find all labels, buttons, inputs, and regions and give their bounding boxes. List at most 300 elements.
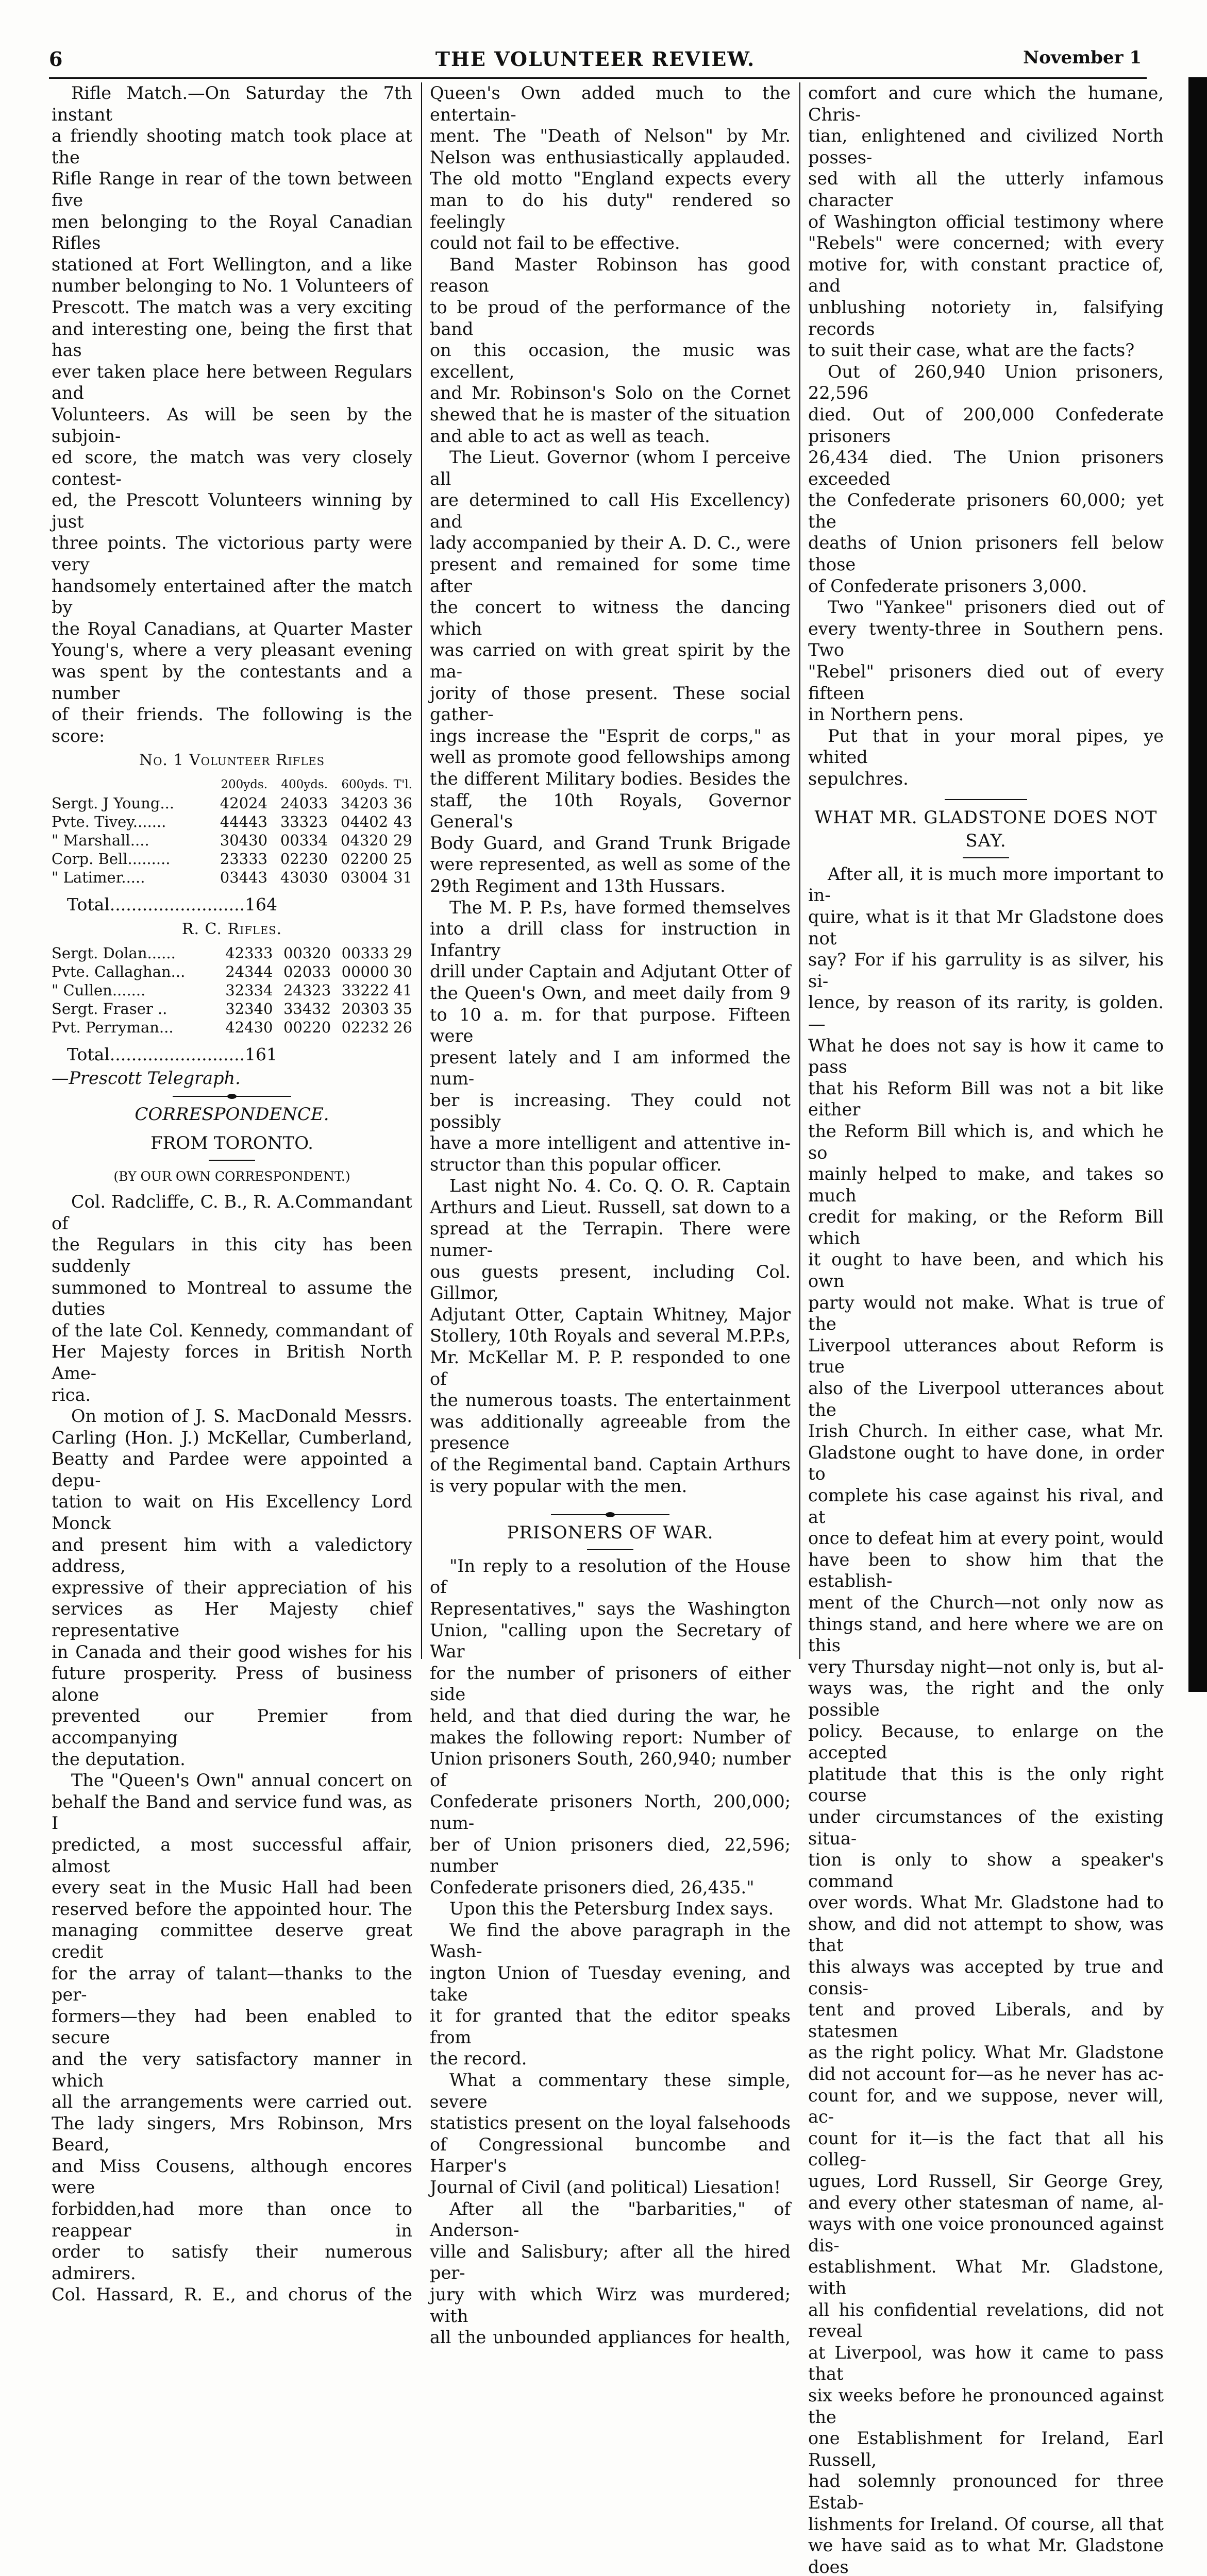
text-line: of Washington official testimony where [808,211,1164,232]
score-cell: 24323 [283,981,331,999]
text-line: On motion of J. S. MacDonald Messrs. [71,1406,412,1427]
text-line: the concert to witness the dancing which [430,597,791,639]
text-line: statistics present on the loyal falsehoods [430,2113,791,2133]
text-line: and able to act as well as teach. [430,426,710,446]
text-line: drill under Captain and Adjutant Otter of [430,961,791,982]
text-line: Union prisoners South, 260,940; number of [430,1749,791,1790]
text-line: tion is only to show a speaker's command [808,1850,1164,1891]
text-line: lady accompanied by their A. D. C., were [430,533,791,553]
text-line: prevented our Premier from accompanying [52,1706,412,1748]
text-line: Liverpool utterances about Reform is true [808,1335,1164,1377]
article-paragraph [52,1405,412,1770]
text-line: things stand, and here where we are on this [808,1614,1164,1656]
name-cell: Pvte. Tivey....... [52,813,166,831]
name-cell: " Cullen....... [52,981,146,999]
name-cell: Corp. Bell......... [52,850,171,868]
score-cell: 42333 [225,944,273,962]
score-cell: 02033 [283,963,331,981]
table-row [52,831,412,850]
name-cell: Sergt. Dolan...... [52,944,176,962]
score-cell: 42430 [225,1019,273,1037]
text-line: Col. Hassard, R. E., and chorus of the [52,2284,412,2305]
text-line: Beatty and Pardee were appointed a depu- [52,1449,412,1490]
score-cell: 34203 [340,794,389,812]
text-line: ways was, the right and the only possible [808,1678,1164,1720]
score-cell: 23333 [220,850,268,868]
text-line: it ought to have been, and which his own [808,1249,1164,1292]
header-cell [52,775,207,794]
header-cell: T'l. [393,778,412,791]
text-line: managing committee deserve great credit [52,1920,412,1962]
text-line: ed score, the match was very closely contest- [52,447,412,489]
section-divider [173,1096,291,1097]
score-cell: 32340 [225,1000,273,1018]
table-header-row [52,775,412,794]
name-cell: " Latimer..... [52,869,145,886]
text-line: mainly helped to make, and takes so much [808,1164,1164,1206]
text-line: ugues, Lord Russell, Sir George Grey, [808,2171,1164,2191]
text-line: Volunteers. As will be seen by the subjoin- [52,404,412,446]
score-cell: 33432 [283,1000,331,1018]
article-paragraph [430,254,791,447]
text-line: and the very satisfactory manner in which [52,2048,412,2091]
section-divider [551,1514,669,1515]
page-header [49,47,1142,73]
text-line: What a commentary these simple, severe [430,2070,791,2112]
rifle-match-article [52,82,412,747]
text-line: also of the Liverpool utterances about the [808,1378,1164,1420]
text-line: Adjutant Otter, Captain Whitney, Major [430,1304,791,1325]
text-line: Last night No. 4. Co. Q. O. R. Captain [449,1176,791,1196]
text-line: number belonging to No. 1 Volunteers of [52,276,412,296]
scan-edge-shadow [1188,77,1207,1692]
text-line: Band Master Robinson has good reason [430,254,791,296]
text-line: services as Her Majesty chief representative [52,1599,412,1641]
score-cell: 03443 [220,869,268,886]
text-line: the Reform Bill which is, and which he so [808,1121,1164,1163]
text-line: was additionally agreeable from the presence [430,1411,791,1453]
text-line: The M. P. P.s, have formed themselves [449,897,791,918]
table-row [52,850,412,868]
text-line: have been to show him that the establish- [808,1549,1164,1591]
heading-rule [209,1160,255,1161]
section-divider [945,799,1027,800]
score-cell: 02200 [340,850,389,868]
header-cell: 600yds. [341,778,389,791]
heading-rule [587,1549,633,1550]
text-line: held, and that died during the war, he [430,1705,791,1726]
score-cell: 29 [393,832,412,849]
score-cell: 03004 [340,869,389,886]
text-line: formers—they had been enabled to secure [52,2006,412,2048]
text-line: of their friends. The following is the score: [52,704,412,746]
text-line: The "Queen's Own" annual concert on [71,1770,412,1791]
score-cell: 30 [393,963,412,981]
name-cell: Pvte. Callaghan... [52,963,186,981]
text-line: reserved before the appointed hour. The [52,1899,412,1919]
text-line: Rifle Match.—On Saturday the 7th instant [52,83,412,125]
text-line: After all the "barbarities," of Anderson- [430,2198,791,2241]
column-rule [799,82,800,1659]
article-heading: WHAT MR. GLADSTONE DOES NOT [814,807,1158,828]
score-cell: 32334 [225,981,273,999]
text-line: Queen's Own added much to the entertain- [430,83,791,125]
table-row [52,868,412,887]
page-number: 6 [49,47,63,71]
column-2 [430,82,791,2348]
text-line: ington Union of Tuesday evening, and take [430,1963,791,2005]
text-line: "In reply to a resolution of the House of [430,1555,791,1598]
text-line: every seat in the Music Hall had been [52,1877,412,1898]
article-paragraph [430,1555,791,1899]
text-line: comfort and cure which the humane, Chris- [808,83,1164,125]
table-title: R. C. Rifles. [181,920,282,938]
score-cell: 04402 [340,813,389,831]
article-paragraph [808,725,1164,790]
column-1 [52,82,412,2305]
text-line: quire, what is it that Mr Gladstone does not [808,906,1164,948]
text-line: motive for, with constant practice of, and [808,254,1164,296]
text-line: present and remained for some time after [430,554,791,596]
score-cell: 00000 [341,963,389,981]
score-cell: 04320 [340,832,389,849]
text-line: spread at the Terrapin. There were numer- [430,1218,791,1261]
score-cell: 00334 [280,832,328,849]
article-heading: FROM TORONTO. [150,1132,313,1154]
text-line: we have said as to what Mr. Gladstone does [808,2535,1164,2576]
text-line: under circumstances of the existing situa- [808,1806,1164,1849]
text-line: "Rebel" prisoners died out of every fifteen [808,662,1164,703]
text-line: and Miss Cousens, although encores were [52,2156,412,2198]
text-line: predicted, a most successful affair, almost [52,1834,412,1876]
header-rule [49,77,1147,79]
text-line: in Northern pens. [808,704,964,725]
text-line: did not account for—as he never has ac- [808,2064,1164,2084]
text-line: 26,434 died. The Union prisoners exceeded [808,447,1164,489]
text-line: over words. What Mr. Gladstone had to [808,1892,1164,1913]
table-row [52,962,412,981]
text-line: one Establishment for Ireland, Earl Russell, [808,2428,1164,2470]
table-row [52,1018,412,1037]
text-line: Journal of Civil (and political) Liesation! [430,2177,781,2197]
text-line: ber of Union prisoners died, 22,596; number [430,1834,791,1876]
score-cell: 44443 [220,813,268,831]
text-line: and Mr. Robinson's Solo on the Cornet [430,383,791,403]
text-line: Body Guard, and Grand Trunk Brigade [430,833,791,853]
column-3 [808,82,1164,2576]
text-line: ings increase the "Esprit de corps," as [430,725,791,746]
running-title: THE VOLUNTEER REVIEW. [435,47,756,71]
section-heading: CORRESPONDENCE. [135,1104,329,1125]
article-paragraph [808,597,1164,725]
text-line: complete his case against his rival, and at [808,1485,1164,1527]
text-line: in Canada and their good wishes for his [52,1641,412,1662]
text-line: staff, the 10th Royals, Governor General's [430,790,791,832]
text-line: Arthurs and Lieut. Russell, sat down to a [430,1197,791,1217]
text-line: Young's, where a very pleasant evening [52,640,412,660]
source-credit: —Prescott Telegraph. [52,1067,241,1088]
table-row [52,812,412,831]
text-line: the numerous toasts. The entertainment [430,1390,791,1411]
table-row [52,999,412,1018]
text-line: for the number of prisoners of either side [430,1663,791,1705]
score-cell: 24344 [225,963,273,981]
text-line: on this occasion, the music was excellent, [430,340,791,382]
text-line: and present him with a valedictory address, [52,1534,412,1577]
article-paragraph [52,82,412,747]
text-line: After all, it is much more important to in- [808,863,1164,906]
score-table [52,944,412,1037]
text-line: the Royal Canadians, at Quarter Master [52,618,412,639]
text-line: ever taken place here between Regulars and [52,361,412,403]
text-line: Out of 260,940 Union prisoners, 22,596 [808,361,1164,403]
score-cell: 00320 [283,944,331,962]
article-paragraph [430,897,791,1176]
score-cell: 30430 [220,832,268,849]
text-line: of Congressional buncombe and Harper's [430,2134,791,2176]
text-line: shewed that he is master of the situation [430,404,791,425]
header-cell: 400yds. [281,778,328,791]
text-line: tent and proved Liberals, and by statesmen [808,1999,1164,2041]
score-cell: 25 [393,850,412,868]
table-total: Total.........................161 [67,1044,278,1065]
text-line: Confederate prisoners died, 26,435." [430,1877,755,1897]
text-line: ous guests present, including Col. Gillmor, [430,1261,791,1303]
score-cell: 41 [393,981,412,999]
text-line: tian, enlightened and civilized North posses- [808,126,1164,167]
text-line: forbidden,had more than once to reappear in [52,2199,412,2241]
text-line: expressive of their appreciation of his [52,1577,412,1598]
text-line: Nelson was enthusiastically applauded. [430,147,791,167]
score-cell: 43 [393,813,412,831]
text-line: Confederate prisoners North, 200,000; num- [430,1791,791,1833]
text-line: future prosperity. Press of business alone [52,1663,412,1705]
article-paragraph [430,1898,791,1920]
name-cell: Sergt. Fraser .. [52,1000,167,1018]
text-line: count for it—is the fact that all his colleg- [808,2128,1164,2170]
article-heading-line-2: SAY. [965,831,1007,852]
text-line: to be proud of the performance of the band [430,297,791,339]
score-cell: 20303 [341,1000,389,1018]
text-line: platitude that this is the only right course [808,1764,1164,1806]
article-paragraph [430,2198,791,2348]
header-cell: 200yds. [221,778,268,791]
article-paragraph [52,1770,412,2306]
text-line: Her Majesty forces in British North Ame- [52,1342,412,1383]
text-line: stationed at Fort Wellington, and a like [52,254,412,275]
article-paragraph [808,863,1164,2576]
text-line: credit for making, or the Reform Bill which [808,1207,1164,1248]
article-paragraph [430,2070,791,2198]
score-cell: 02230 [280,850,328,868]
text-line: men belonging to the Royal Canadian Rifles [52,211,412,253]
text-line: Gladstone ought to have done, in order to [808,1442,1164,1484]
table-row [52,944,412,962]
text-line: the Queen's Own, and meet daily from 9 [430,982,791,1003]
text-line: ment of the Church—not only now as [808,1592,1164,1613]
text-line: deaths of Union prisoners fell below those [808,533,1164,575]
text-line: policy. Because, to enlarge on the accepted [808,1721,1164,1763]
text-line: three points. The victorious party were very [52,533,412,575]
text-line: as the right policy. What Mr. Gladstone [808,2042,1164,2063]
text-line: of Confederate prisoners 3,000. [808,575,1087,596]
article-paragraph [808,82,1164,361]
text-line: to suit their case, what are the facts? [808,340,1135,361]
text-line: jury with which Wirz was murdered; with [430,2284,791,2326]
text-line: all the arrangements were carried out. [52,2092,412,2112]
article-heading: PRISONERS OF WAR. [507,1522,714,1544]
text-line: that his Reform Bill was not a bit like either [808,1078,1164,1120]
text-line: rica. [52,1384,91,1405]
score-cell: 36 [393,794,412,812]
text-line: Upon this the Petersburg Index says. [449,1899,774,1919]
text-line: The lady singers, Mrs Robinson, Mrs Beard, [52,2113,412,2155]
text-line: Carling (Hon. J.) McKellar, Cumberland, [52,1427,412,1448]
text-line: Rifle Range in rear of the town between five [52,168,412,210]
table-total: Total.........................164 [67,894,278,914]
text-line: Col. Radcliffe, C. B., R. A.Commandant of [52,1192,412,1233]
text-line: once to defeat him at every point, would [808,1528,1164,1549]
name-cell: Sergt. J Young... [52,794,175,812]
text-line: all his confidential revelations, did not reveal [808,2299,1164,2342]
score-cell: 31 [393,869,412,886]
column-rule [421,82,422,1659]
text-line: had solemnly pronounced for three Estab- [808,2471,1164,2513]
text-line: were represented, as well as some of the [430,854,791,875]
text-line: it for granted that the editor speaks from [430,2006,791,2047]
heading-rule [963,857,1009,858]
text-line: unblushing notoriety in, falsifying records [808,297,1164,339]
article-paragraph [808,361,1164,597]
article-paragraph [430,82,791,254]
text-line: lishments for Ireland. Of course, all that [808,2514,1164,2534]
name-cell: Pvt. Perryman... [52,1019,174,1037]
text-line: of the Regimental band. Captain Arthurs [430,1454,791,1475]
dateline: November 1 [1023,47,1142,68]
text-line: Mr. McKellar M. P. P. responded to one of [430,1347,791,1389]
score-table [52,775,412,887]
text-line: makes the following report: Number of [430,1727,791,1748]
text-line: sepulchres. [808,769,909,789]
text-line: behalf the Band and service fund was, as I [52,1791,412,1834]
article-paragraph [430,447,791,896]
table-row [52,794,412,812]
text-line: order to satisfy their numerous admirers. [52,2242,412,2283]
text-line: Irish Church. In either case, what Mr. [808,1421,1164,1442]
score-cell: 00333 [341,944,389,962]
text-line: this always was accepted by true and consis- [808,1957,1164,1998]
text-line: is very popular with the men. [430,1476,688,1496]
text-line: We find the above paragraph in the Wash- [430,1920,791,1962]
text-line: died. Out of 200,000 Confederate prisoners [808,404,1164,446]
text-line: Representatives," says the Washington [430,1598,791,1619]
text-line: say? For if his garrulity is as silver, his si- [808,950,1164,991]
text-line: What he does not say is how it came to pass [808,1035,1164,1077]
name-cell: " Marshall.... [52,832,149,849]
text-line: party would not make. What is true of the [808,1292,1164,1334]
text-line: into a drill class for instruction in Infantry [430,919,791,960]
text-line: ment. The "Death of Nelson" by Mr. [430,126,791,146]
text-line: Stollery, 10th Royals and several M.P.P.s, [430,1326,791,1346]
score-cell: 02232 [341,1019,389,1037]
text-line: could not fail to be effective. [430,233,680,253]
text-line: Union, "calling upon the Secretary of War [430,1620,791,1662]
text-line: the deputation. [52,1749,186,1769]
score-cell: 42024 [220,794,268,812]
text-line: have a more intelligent and attentive in- [430,1133,791,1154]
text-line: and interesting one, being the first that has [52,318,412,361]
text-line: Prescott. The match was a very exciting [52,297,412,317]
text-line: handsomely entertained after the match by [52,575,412,618]
text-line: the Regulars in this city has been suddenly [52,1234,412,1276]
text-line: establishment. What Mr. Gladstone, with [808,2257,1164,2298]
text-line: ed, the Prescott Volunteers winning by just [52,490,412,532]
text-line: ways with one voice pronounced against dis- [808,2214,1164,2256]
text-line: well as promote good fellowships among [430,747,791,768]
text-line: ber is increasing. They could not possibly [430,1090,791,1132]
text-line: summoned to Montreal to assume the duties [52,1277,412,1319]
text-line: for the array of talant—thanks to the per- [52,1963,412,2005]
table-row [52,981,412,999]
text-line: tation to wait on His Excellency Lord Monck [52,1492,412,1534]
text-line: sed with all the utterly infamous character [808,168,1164,210]
text-line: "Rebels" were concerned; with every [808,233,1164,253]
text-line: the record. [430,2048,527,2069]
text-line: man to do his duty" rendered so feelingly [430,190,791,232]
text-line: The Lieut. Governor (whom I perceive all [430,447,791,489]
score-cell: 43030 [280,869,328,886]
text-line: six weeks before he pronounced against the [808,2385,1164,2427]
text-line: all the unbounded appliances for health, [430,2327,791,2348]
score-cell: 00220 [283,1019,331,1037]
text-line: Put that in your moral pipes, ye whited [808,725,1164,768]
text-line: jority of those present. These social gather- [430,683,791,725]
text-line: very Thursday night—not only is, but al- [808,1656,1164,1677]
text-line: ville and Salisbury; after all the hired per- [430,2241,791,2283]
text-line: The old motto "England expects every [430,168,791,189]
text-line: Two "Yankee" prisoners died out of [828,597,1164,618]
text-line: of the late Col. Kennedy, commandant of [52,1320,412,1341]
text-line: was carried on with great spirit by the ma- [430,640,791,682]
article-paragraph [52,1191,412,1405]
text-line: 29th Regiment and 13th Hussars. [430,875,726,896]
text-line: show, and did not attempt to show, was that [808,1913,1164,1956]
byline: (BY OUR OWN CORRESPONDENT.) [113,1168,350,1184]
text-line: every twenty-three in Southern pens. Two [808,618,1164,660]
text-line: a friendly shooting match took place at the [52,126,412,167]
text-line: the Confederate prisoners 60,000; yet the [808,490,1164,532]
score-cell: 35 [393,1000,412,1018]
table-title: No. 1 Volunteer Rifles [139,751,325,770]
text-line: are determined to call His Excellency) and [430,490,791,532]
score-table-volunteers [52,750,412,915]
text-line: to 10 a. m. for that purpose. Fifteen were [430,1004,791,1046]
score-cell: 29 [393,944,412,962]
text-line: at Liverpool, was how it came to pass that [808,2342,1164,2384]
score-cell: 26 [393,1019,412,1037]
score-cell: 33323 [280,813,328,831]
score-table-rc-rifles [52,919,412,1065]
text-line: lence, by reason of its rarity, is golden.— [808,992,1164,1034]
text-line: structor than this popular officer. [430,1154,722,1175]
score-cell: 33222 [341,981,389,999]
article-paragraph [430,1175,791,1497]
text-line: and every other statesman of name, al- [808,2192,1164,2213]
article-paragraph [430,1920,791,2070]
text-line: present lately and I am informed the num- [430,1047,791,1089]
text-line: the different Military bodies. Besides the [430,769,791,789]
text-line: count for, and we suppose, never will, ac- [808,2085,1164,2127]
